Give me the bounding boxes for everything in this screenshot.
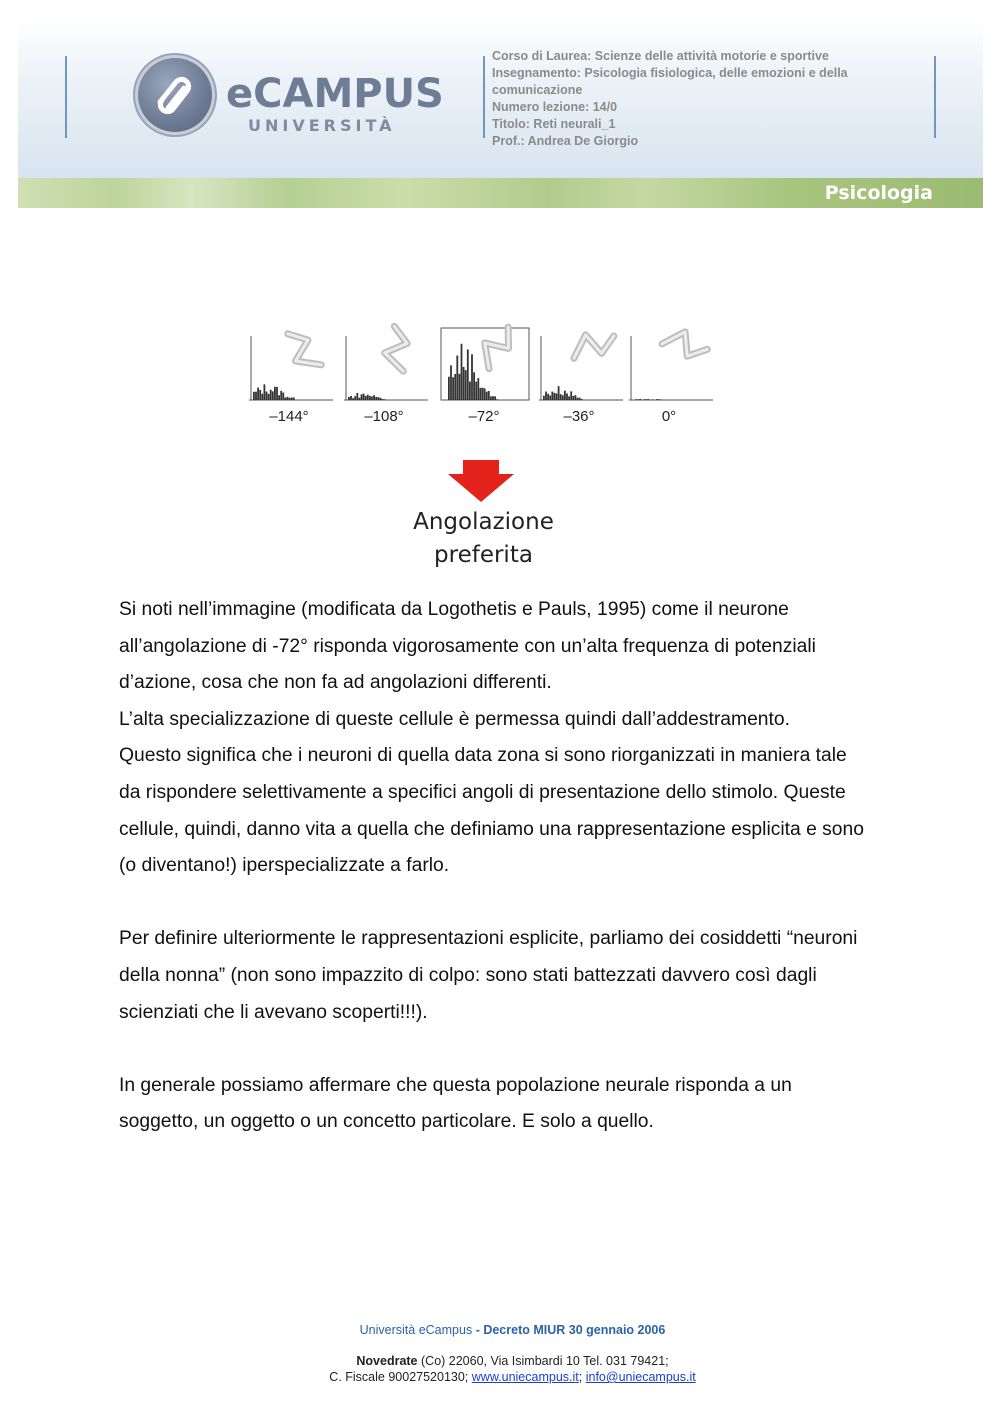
histogram-bar — [558, 386, 560, 400]
histogram-bar — [469, 381, 471, 400]
histogram-bar — [380, 398, 382, 400]
histogram-bar — [367, 395, 369, 400]
histogram-bar — [384, 399, 386, 400]
histogram-bar — [350, 396, 352, 400]
course-line-professor: Prof.: Andrea De Giorgio — [492, 134, 639, 148]
histogram-bar — [459, 374, 461, 400]
footer-separator: ; — [578, 1370, 583, 1384]
response-panel — [535, 318, 623, 428]
course-line-teaching: Insegnamento: Psicologia fisiologica, delle emozioni e della — [492, 66, 848, 80]
histogram-bar — [644, 399, 646, 400]
histogram-bar — [348, 397, 350, 400]
text-line: Si noti nell’immagine (modificata da Logothetis e Pauls, 1995) come il neurone — [119, 599, 789, 620]
course-line-lesson-number: Numero lezione: 14/0 — [492, 100, 618, 114]
histogram-bar — [648, 399, 650, 400]
stimulus-shape — [382, 326, 412, 372]
text-line: da rispondere selettivamente a specifici angoli di presentazione dello stimolo. Queste — [119, 781, 846, 803]
histogram-bar — [646, 399, 648, 400]
caption-line: preferita — [434, 542, 533, 568]
histogram-bar — [658, 399, 660, 400]
histogram-bar — [452, 377, 454, 400]
course-info — [492, 48, 932, 150]
response-histogram — [535, 318, 627, 406]
response-histogram — [245, 318, 337, 406]
histogram-bar — [255, 392, 257, 400]
histogram-bar — [266, 391, 268, 400]
histogram-bar — [465, 370, 467, 400]
histogram-bar — [547, 394, 549, 400]
stimulus-shape — [284, 326, 321, 373]
ecampus-logo-icon — [138, 58, 212, 132]
histogram-bar — [289, 398, 291, 400]
histogram-bar — [545, 392, 547, 400]
histogram-bar — [579, 398, 581, 400]
histogram-bar — [276, 387, 278, 400]
response-panel — [340, 318, 428, 428]
text-line: In generale possiamo affermare che questa popolazione neurale risponda a un — [119, 1074, 792, 1096]
histogram-bar — [490, 396, 492, 400]
histogram-bar — [454, 374, 456, 400]
histogram-bar — [484, 388, 486, 400]
figure-caption — [365, 506, 602, 572]
text-line: cellule, quindi, danno vita a quella che definiamo una rappresentazione esplicita e sono — [119, 818, 864, 840]
histogram-bar — [554, 393, 556, 400]
histogram-bar — [448, 377, 450, 400]
histogram-bar — [261, 394, 263, 400]
histogram-bar — [352, 398, 354, 400]
histogram-bar — [564, 391, 566, 400]
histogram-bar — [660, 399, 662, 400]
histogram-bar — [568, 396, 570, 400]
histogram-bar — [467, 349, 469, 400]
histogram-bar — [482, 388, 484, 400]
response-histogram — [440, 318, 532, 406]
paragraph-gap — [119, 1031, 909, 1068]
histogram-bar — [268, 394, 270, 400]
histogram-bar — [291, 398, 293, 400]
histogram-bar — [480, 388, 482, 400]
caption-line: Angolazione — [413, 509, 554, 535]
histogram-bar — [492, 396, 494, 400]
lesson-text — [119, 592, 909, 1141]
footer-fiscal-code: C. Fiscale 90027520130; — [329, 1370, 469, 1384]
histogram-bar — [577, 398, 579, 400]
histogram-bar — [382, 399, 384, 400]
course-line-title: Titolo: Reti neurali_1 — [492, 117, 616, 131]
text-line: all’angolazione di -72° risponda vigorosamente con un’alta frequenza di potenziali — [119, 635, 816, 657]
histogram-bar — [361, 394, 363, 400]
course-line-degree: Corso di Laurea: Scienze delle attività motorie e sportive — [492, 49, 829, 63]
histogram-bar — [471, 354, 473, 400]
histogram-bar — [278, 395, 280, 400]
histogram-bar — [551, 392, 553, 400]
histogram-bar — [637, 399, 639, 400]
course-line-teaching-cont: comunicazione — [492, 83, 583, 97]
footer-contacts — [0, 1370, 1000, 1384]
header-divider-middle — [483, 56, 485, 138]
paragraph-gap — [119, 885, 909, 922]
histogram-bar — [652, 399, 654, 400]
footer-address — [0, 1354, 1000, 1368]
text-line: d’azione, cosa che non fa ad angolazioni differenti. — [119, 672, 552, 694]
histogram-bar — [363, 394, 365, 400]
footer-university — [0, 1323, 1000, 1337]
histogram-bar — [475, 382, 477, 400]
histogram-bar — [356, 393, 358, 400]
histogram-bar — [494, 396, 496, 400]
histogram-bar — [365, 396, 367, 400]
footer-city: Novedrate — [356, 1354, 418, 1368]
header-divider-left — [65, 56, 67, 138]
histogram-bar — [369, 396, 371, 400]
response-histogram — [340, 318, 432, 406]
response-histogram — [625, 318, 717, 406]
histogram-bar — [450, 365, 452, 400]
histogram-bar — [549, 395, 551, 400]
response-panel — [440, 318, 528, 428]
histogram-bar — [566, 394, 568, 400]
histogram-bar — [371, 396, 373, 400]
angle-label: 0° — [661, 408, 677, 425]
footer-website-link[interactable]: www.uniecampus.it — [471, 1370, 579, 1384]
subject-band — [18, 178, 983, 208]
page-header — [18, 18, 983, 178]
histogram-bar — [272, 391, 274, 400]
text-line: Questo significa che i neuroni di quella data zona si sono riorganizzati in maniera tale — [119, 745, 847, 767]
histogram-bar — [287, 397, 289, 400]
histogram-bar — [477, 378, 479, 400]
histogram-bar — [282, 393, 284, 400]
histogram-bar — [274, 387, 276, 400]
histogram-bar — [463, 367, 465, 400]
text-line: (o diventano!) iperspecializzate a farlo. — [119, 855, 450, 877]
histogram-bar — [461, 344, 463, 400]
histogram-bar — [543, 396, 545, 400]
stimulus-shape — [662, 325, 709, 365]
histogram-bar — [656, 399, 658, 400]
histogram-bar — [575, 395, 577, 400]
histogram-bar — [473, 372, 475, 400]
logo-subtitle: UNIVERSITÀ — [248, 116, 396, 135]
histogram-bar — [639, 399, 641, 400]
histogram-bar — [270, 390, 272, 400]
histogram-bar — [560, 394, 562, 400]
histogram-bar — [562, 395, 564, 400]
footer-university-name: Università eCampus — [359, 1323, 473, 1337]
histogram-bar — [293, 397, 295, 400]
response-panel — [625, 318, 713, 428]
neuron-response-figure — [245, 318, 715, 573]
histogram-bar — [488, 391, 490, 400]
histogram-bar — [572, 396, 574, 400]
text-line: L’alta specializzazione di queste cellule è permessa quindi dall’addestramento. — [119, 708, 790, 730]
footer-address-text: (Co) 22060, Via Isimbardi 10 Tel. 031 79421; — [421, 1354, 669, 1368]
histogram-bar — [581, 399, 583, 400]
histogram-bar — [373, 395, 375, 400]
footer-email-link[interactable]: info@uniecampus.it — [585, 1370, 696, 1384]
histogram-bar — [570, 391, 572, 400]
histogram-bar — [264, 384, 266, 400]
histogram-bar — [359, 398, 361, 400]
histogram-bar — [377, 397, 379, 400]
angle-label: –72° — [468, 408, 500, 425]
histogram-bar — [285, 398, 287, 400]
header-divider-right — [934, 56, 936, 138]
histogram-bar — [354, 396, 356, 400]
stimulus-shape — [474, 324, 520, 368]
text-line: scienziati che li avevano scoperti!!!). — [119, 1001, 428, 1023]
text-line: della nonna” (non sono impazzito di colpo: sono stati battezzati davvero così dagli — [119, 964, 817, 986]
stimulus-shape — [572, 332, 616, 358]
histogram-bar — [257, 388, 259, 400]
histogram-bar — [556, 393, 558, 400]
text-line: Per definire ulteriormente le rappresentazioni esplicite, parliamo dei cosiddetti “neuroni — [119, 928, 858, 950]
footer-decree: - Decreto MIUR 30 gennaio 2006 — [475, 1323, 666, 1337]
histogram-bar — [486, 392, 488, 400]
response-panel — [245, 318, 333, 428]
histogram-bar — [456, 355, 458, 400]
angle-label: –144° — [269, 408, 309, 425]
angle-label: –108° — [364, 408, 404, 425]
down-arrow-icon — [446, 460, 516, 502]
angle-label: –36° — [563, 408, 595, 425]
histogram-bar — [635, 399, 637, 400]
histogram-bar — [375, 397, 377, 400]
logo-wordmark: eCAMPUS — [226, 71, 444, 117]
histogram-bar — [259, 390, 261, 400]
histogram-bar — [253, 392, 255, 400]
histogram-bar — [280, 391, 282, 400]
histogram-bar — [496, 399, 498, 400]
text-line: soggetto, un oggetto o un concetto particolare. E solo a quello. — [119, 1111, 654, 1133]
subject-label: Psicologia — [824, 182, 933, 204]
